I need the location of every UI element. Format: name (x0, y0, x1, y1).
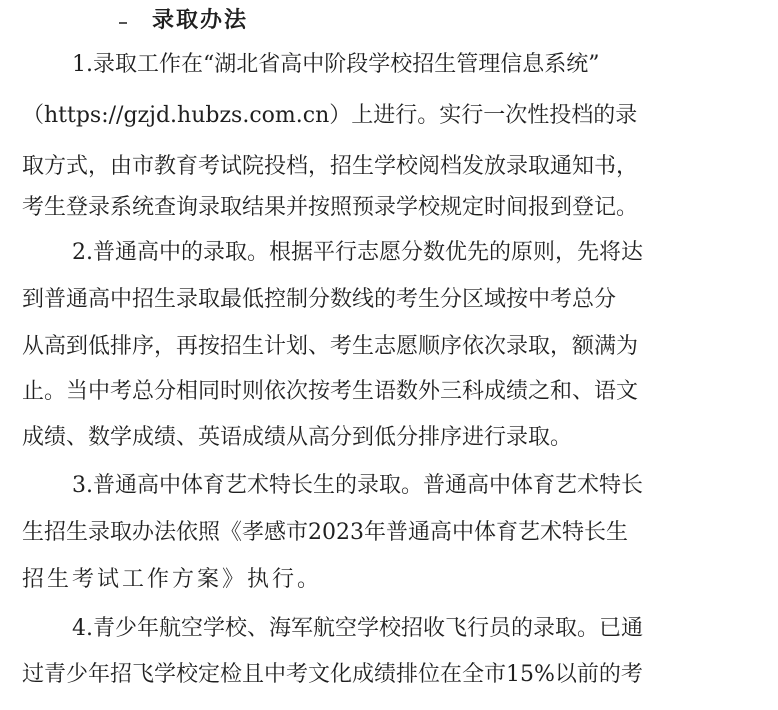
scan-mark (119, 22, 127, 24)
paragraph-2-line-5: 成绩、数学成绩、英语成绩从高分到低分排序进行录取。 (22, 425, 573, 450)
paragraph-3-line-3: 招生考试工作方案》执行。 (22, 567, 323, 592)
paragraph-3-line-1: 3.普通高中体育艺术特长生的录取。普通高中体育艺术特长 (72, 473, 643, 498)
paragraph-3-line-2: 生招生录取办法依照《孝感市2023年普通高中体育艺术特长生 (22, 520, 628, 545)
paragraph-4-line-2: 过青少年招飞学校定检且中考文化成绩排位在全市15%以前的考 (22, 662, 643, 687)
paragraph-2-line-3: 从高到低排序，再按招生计划、考生志愿顺序依次录取，额满为 (22, 334, 639, 359)
paragraph-2-line-4: 止。当中考总分相同时则依次按考生语数外三科成绩之和、语文 (22, 379, 639, 404)
paragraph-1-line-3: 取方式，由市教育考试院投档，招生学校阅档发放录取通知书， (22, 154, 639, 179)
paragraph-1-line-2: （https://gzjd.hubzs.com.cn）上进行。实行一次性投档的录 (22, 103, 638, 128)
paragraph-2-line-2: 到普通高中招生录取最低控制分数线的考生分区域按中考总分 (22, 287, 617, 312)
section-heading: 录取办法 (152, 8, 249, 33)
paragraph-2-line-1: 2.普通高中的录取。根据平行志愿分数优先的原则，先将达 (72, 240, 643, 265)
paragraph-4-line-1: 4.青少年航空学校、海军航空学校招收飞行员的录取。已通 (72, 616, 643, 641)
paragraph-1-line-4: 考生登录系统查询录取结果并按照预录学校规定时间报到登记。 (22, 195, 639, 220)
paragraph-1-line-1: 1.录取工作在“湖北省高中阶段学校招生管理信息系统” (72, 52, 600, 77)
